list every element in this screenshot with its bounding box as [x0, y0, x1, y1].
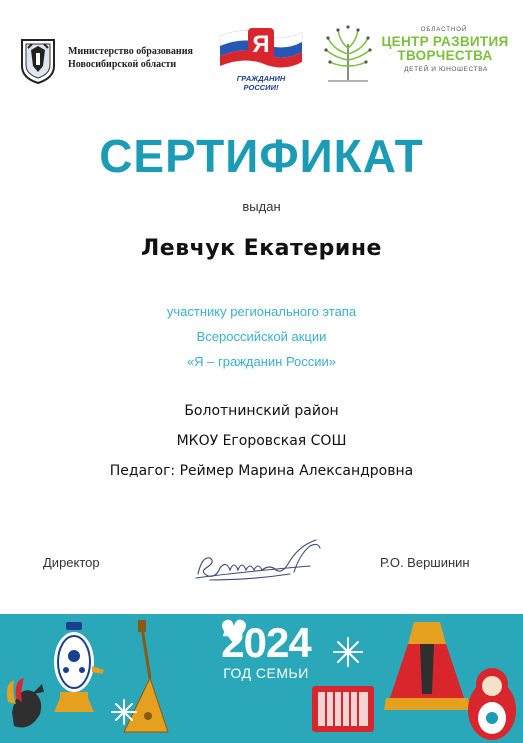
recipient-info — [0, 396, 523, 486]
center-line1: ОБЛАСТНОЙ — [420, 27, 468, 33]
signer-name: Р.О. Вершинин — [380, 555, 470, 570]
director-label: Директор — [43, 555, 100, 570]
year-label: 2024 — [221, 619, 311, 666]
tree-icon — [322, 24, 374, 82]
center-line3: ТВОРЧЕСТВА — [397, 48, 493, 63]
header-logos — [0, 0, 523, 110]
sarafan-icon — [384, 622, 470, 710]
bird-icon — [7, 678, 44, 728]
ministry-logo — [18, 36, 218, 86]
ministry-line2: Новосибирской области — [68, 59, 177, 70]
creativity-center-logo — [322, 24, 512, 84]
citizen-logo-letter: Я — [252, 31, 270, 58]
participant-line3: «Я – гражданин России» — [186, 354, 337, 369]
citizen-logo — [214, 22, 308, 98]
participant-description — [0, 299, 523, 374]
issued-label: выдан — [242, 199, 281, 214]
citizen-logo-text — [214, 74, 308, 92]
ministry-line1: Министерство образования — [68, 46, 193, 57]
matryoshka-icon — [468, 668, 516, 740]
recipient-name: Левчук Екатерине — [141, 236, 382, 261]
accordion-icon — [312, 686, 374, 732]
balalaika-icon — [124, 620, 168, 732]
family-year-label: ГОД СЕМЬИ — [223, 665, 309, 681]
citizen-logo-line2: РОССИИ! — [243, 83, 279, 92]
flag-icon — [214, 22, 308, 78]
snowflake-icon — [112, 700, 136, 724]
coat-of-arms-icon — [18, 36, 58, 84]
snowflake-icon — [334, 638, 362, 666]
participant-line1: участнику регионального этапа — [166, 304, 357, 319]
center-line2: ЦЕНТР РАЗВИТИЯ — [381, 34, 509, 49]
district: Болотнинский район — [184, 403, 339, 419]
school: МКОУ Егоровская СОШ — [176, 433, 347, 449]
center-line4: ДЕТЕЙ И ЮНОШЕСТВА — [404, 66, 488, 73]
certificate-title: СЕРТИФИКАТ — [99, 130, 424, 182]
participant-line2: Всероссийской акции — [196, 329, 327, 344]
signature-mark — [190, 534, 330, 588]
ministry-name — [68, 45, 228, 71]
teacher: Педагог: Реймер Марина Александровна — [109, 463, 414, 479]
samovar-icon — [54, 622, 104, 712]
citizen-logo-line1: ГРАЖДАНИН — [236, 74, 286, 83]
